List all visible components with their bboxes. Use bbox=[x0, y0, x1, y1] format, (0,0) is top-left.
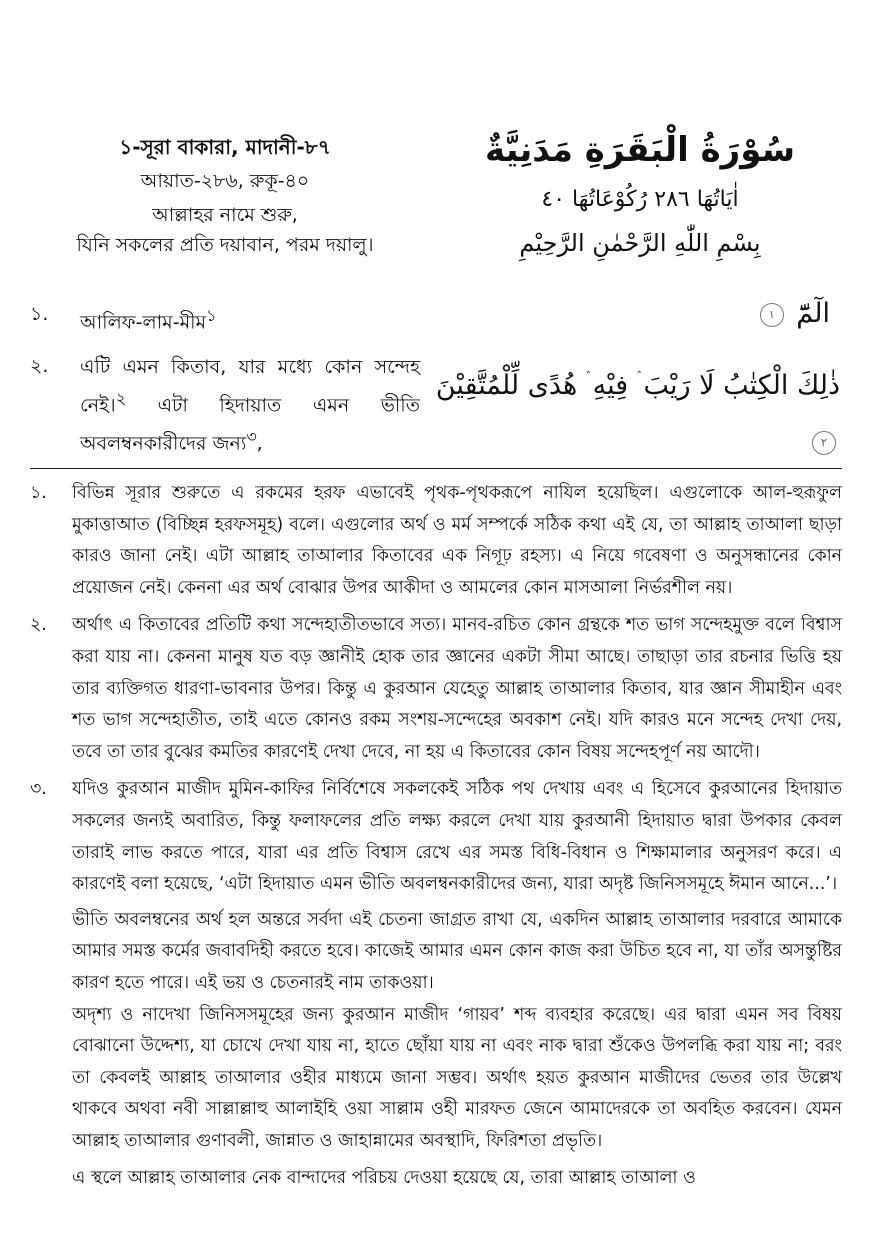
verse-2-translation bbox=[30, 352, 420, 460]
verse-number: ১. bbox=[30, 303, 49, 325]
footnote-number: ৩. bbox=[30, 779, 47, 800]
footnote-paragraph: অদৃশ্য ও নাদেখা জিনিসসমূহের জন্য কুরআন মাজীদ ‘গায়ব’ শব্দ ব্যবহার করেছে। এর দ্বারা এমন সব বিষয় বোঝানো উদ্দেশ্য, যা চোখে দেখা যায় না, হাতে ছোঁয়া যায় না এবং নাক দ্বারা শুঁকেও উপলব্ধি করা যায় না; বরং তা কেবলই আল্লাহ তাআলার ওহীর মাধ্যমে জানা সম্ভব। অর্থাৎ হয়ত কুরআন মাজীদের ভেতর তার উল্লেখ থাকবে অথবা নবী সাল্লাল্লাহু আলাইহি ওয়া সাল্লাম ওহী মারফত জেনে আমাদেরকে তা অবহিত করবেন। যেমন আল্লাহ তাআলার গুণাবলী, জান্নাত ও জাহান্নামের অবস্থাদি, ফিরিশতা প্রভৃতি। bbox=[72, 1004, 842, 1151]
surah-title-arabic: سُوْرَةُ الْبَقَرَةِ مَدَنِيَّةٌ bbox=[484, 130, 796, 170]
footnote-paragraph: ভীতি অবলম্বনের অর্থ হল অন্তরে সর্বদা এই চেতনা জাগ্রত রাখা যে, একদিন আল্লাহ তাআলার দরবারে আমাকে আমার সমস্ত কর্মের জবাবদিহী করতে হবে। কাজেই আমার এমন কোন কাজ করা উচিত হবে না, যা তাঁর অসন্তুষ্টির কারণ হতে পারে। এই ভয় ও চেতনারই নাম তাকওয়া। bbox=[72, 909, 842, 993]
footnote-1 bbox=[30, 478, 842, 604]
verse-text-part1: এটি এমন কিতাব, যার মধ্যে কোন সন্দেহ নেই। bbox=[80, 356, 420, 417]
verse-2-arabic bbox=[430, 358, 840, 470]
verse-1-translation bbox=[30, 300, 420, 338]
verse-arabic-text: ذٰلِكَ الْكِتٰبُ لَا رَيْبَ ۛ فِيْهِ ۛ هُدًى لِّلْمُتَّقِيْنَ bbox=[435, 370, 840, 401]
footnote-text: বিভিন্ন সূরার শুরুতে এ রকমের হরফ এভাবেই পৃথক-পৃথকরূপে নাযিল হয়েছিল। এগুলোকে আল-হুরূফুল মুকাত্তাআত (বিচ্ছিন্ন হরফসমূহ) বলে। এগুলোর অর্থ ও মর্ম সম্পর্কে সঠিক কথা এই যে, তা আল্লাহ তাআলা ছাড়া কারও জানা নেই। এটা আল্লাহ তাআলার কিতাবের এক নিগূঢ় রহস্য। এ নিয়ে গবেষণা ও অনুসন্ধানের কোন প্রয়োজন নেই। কেননা এর অর্থ বোঝার উপর আকীদা ও আমলের কোন মাসআলা নির্ভরশীল নয়। bbox=[72, 483, 842, 598]
verse-number: ২. bbox=[30, 355, 49, 377]
footnote-ref: ৩ bbox=[246, 427, 257, 447]
footnotes bbox=[30, 478, 842, 1195]
ayat-ruku-arabic: اٰيَاتُهَا ٢٨٦ رُكُوْعَاتُهَا ٤٠ bbox=[541, 187, 739, 212]
verse-arabic-text: الٓمّٓ bbox=[796, 298, 830, 329]
footnote-number: ১. bbox=[30, 483, 47, 503]
bismillah-arabic: بِسْمِ اللّٰهِ الرَّحْمٰنِ الرَّحِيْمِ bbox=[519, 229, 761, 257]
verse-1-arabic bbox=[640, 298, 830, 329]
verse-text-part2: এটা হিদায়াত এমন ভীতি অবলম্বনকারীদের জন্য bbox=[80, 394, 420, 455]
footnote-ref: ১ bbox=[206, 306, 217, 325]
header-bengali bbox=[30, 132, 420, 260]
verse-text: আলিফ-লাম-মীম bbox=[80, 311, 207, 334]
ayah-end-icon: ٢ bbox=[812, 431, 836, 455]
footnote-paragraph: এ স্থলে আল্লাহ তাআলার নেক বান্দাদের পরিচয় দেওয়া হয়েছে যে, তারা আল্লাহ তাআলা ও bbox=[72, 1168, 696, 1189]
footnote-3 bbox=[30, 774, 842, 900]
footnote-number: ২. bbox=[30, 615, 47, 636]
bismillah-bengali-line2: যিনি সকলের প্রতি দয়াবান, পরম দয়ালু। bbox=[76, 234, 374, 256]
bismillah-bengali-line1: আল্লাহর নামে শুরু, bbox=[152, 204, 298, 226]
footnote-2 bbox=[30, 610, 842, 768]
verse-text-end: , bbox=[256, 432, 263, 455]
footnote-text: যদিও কুরআন মাজীদ মুমিন-কাফির নির্বিশেষে সকলকেই সঠিক পথ দেখায় এবং এ হিসেবে কুরআনের হিদায়াত সকলের জন্যই অবারিত, কিন্তু ফলাফলের প্রতি লক্ষ্য করলে দেখা যায় কুরআনী হিদায়াত দ্বারা উপকার কেবল তারাই লাভ করতে পারে, যারা এর প্রতি বিশ্বাস রেখে এর সমস্ত বিধি-বিধান ও শিক্ষামালার অনুসরণ করে। এ কারণেই বলা হয়েছে, ‘এটা হিদায়াত এমন ভীতি অবলম্বনকারীদের জন্য, যারা অদৃষ্ট জিনিসসমূহে ঈমান আনে...’। bbox=[72, 779, 842, 895]
footnote-text: অর্থাৎ এ কিতাবের প্রতিটি কথা সন্দেহাতীতভাবে সত্য। মানব-রচিত কোন গ্রন্থকে শত ভাগ সন্দেহমুক্ত বলে বিশ্বাস করা যায় না। কেননা মানুষ যত বড় জ্ঞানীই হোক তার জ্ঞানের একটা সীমা আছে। তাছাড়া তার রচনার ভিত্তি হয় তার ব্যক্তিগত ধারণা-ভাবনার উপর। কিন্তু এ কুরআন যেহেতু আল্লাহ তাআলার কিতাব, যার জ্ঞান সীমাহীন এবং শত ভাগ সন্দেহাতীত, তাই এতে কোনও রকম সংশয়-সন্দেহের অবকাশ নেই। যদি কারও মনে সন্দেহ দেখা দেয়, তবে তা তার বুঝের কমতির কারণেই দেখা দেবে, না হয় এ কিতাবের কোন বিষয় সন্দেহপূর্ণ নয় আদৌ। bbox=[72, 615, 842, 762]
header-arabic bbox=[440, 120, 840, 266]
ayah-end-icon: ١ bbox=[760, 303, 784, 327]
footnote-ref: ২ bbox=[115, 389, 127, 408]
ayat-ruku-bengali: আয়াত-২৮৬, রুকূ-৪০ bbox=[140, 170, 310, 192]
footnote-divider bbox=[30, 468, 842, 469]
surah-title-bengali: ১-সূরা বাকারা, মাদানী-৮৭ bbox=[119, 135, 331, 159]
